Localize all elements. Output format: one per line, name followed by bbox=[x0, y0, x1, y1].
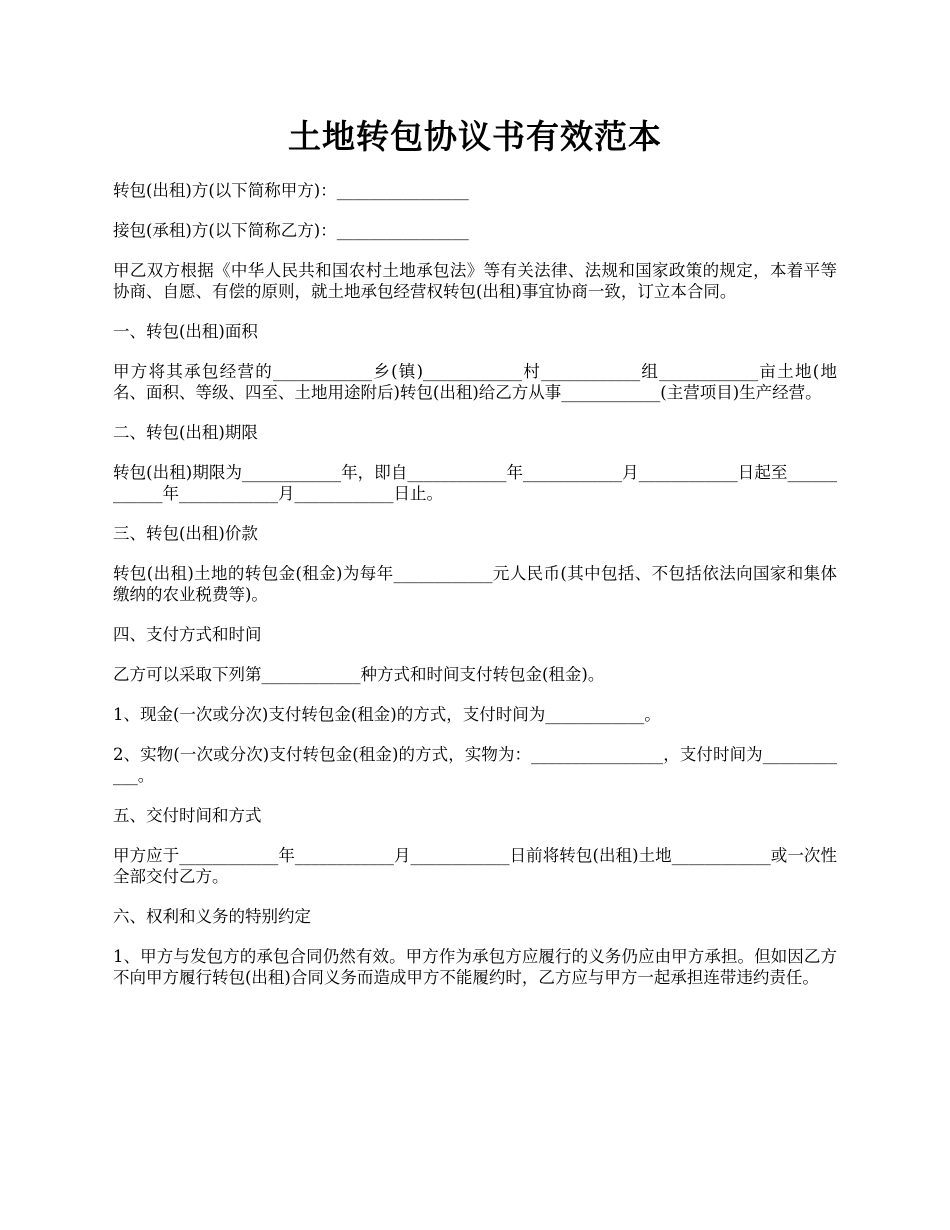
section-heading-payment: 四、支付方式和时间 bbox=[113, 625, 262, 644]
section-body-area: 甲方将其承包经营的____________乡(镇)____________村____________组____________亩土地(地名、面积、等级、四至、土地用途附后)转包(出租)给乙方从事____________(主营项目)生产经营。 bbox=[113, 362, 837, 402]
party-a-line: 转包(出租)方(以下简称甲方)：________________ bbox=[113, 181, 469, 200]
party-b-line: 接包(承租)方(以下简称乙方)：________________ bbox=[113, 221, 469, 240]
section-body-rights: 1、甲方与发包方的承包合同仍然有效。甲方作为承包方应履行的义务仍应由甲方承担。但如因乙方不向甲方履行转包(出租)合同义务而造成甲方不能履约时，乙方应与甲方一起承担连带违约责任。 bbox=[113, 947, 837, 987]
section-body-payment: 乙方可以采取下列第____________种方式和时间支付转包金(租金)。 bbox=[113, 665, 605, 684]
section-body-price: 转包(出租)土地的转包金(租金)为每年____________元人民币(其中包括、不包括依法向国家和集体缴纳的农业税费等)。 bbox=[113, 564, 837, 604]
payment-option-goods: 2、实物(一次或分次)支付转包金(租金)的方式，实物为：________________，支付时间为____________。 bbox=[113, 745, 837, 785]
section-body-term: 转包(出租)期限为____________年，即自____________年____________月____________日起至____________年____________月____________日止。 bbox=[113, 463, 837, 503]
payment-option-cash: 1、现金(一次或分次)支付转包金(租金)的方式，支付时间为____________。 bbox=[113, 705, 661, 724]
section-heading-area: 一、转包(出租)面积 bbox=[113, 322, 258, 341]
section-heading-rights: 六、权利和义务的特别约定 bbox=[113, 907, 311, 926]
document-title: 土地转包协议书有效范本 bbox=[288, 117, 662, 156]
section-heading-term: 二、转包(出租)期限 bbox=[113, 423, 258, 442]
section-body-delivery: 甲方应于____________年____________月____________日前将转包(出租)土地____________或一次性全部交付乙方。 bbox=[113, 846, 837, 886]
document-page bbox=[113, 112, 837, 1007]
section-heading-price: 三、转包(出租)价款 bbox=[113, 524, 258, 543]
section-heading-delivery: 五、交付时间和方式 bbox=[113, 806, 262, 825]
preamble-paragraph: 甲乙双方根据《中华人民共和国农村土地承包法》等有关法律、法规和国家政策的规定，本着平等协商、自愿、有偿的原则，就土地承包经营权转包(出租)事宜协商一致，订立本合同。 bbox=[113, 261, 837, 301]
